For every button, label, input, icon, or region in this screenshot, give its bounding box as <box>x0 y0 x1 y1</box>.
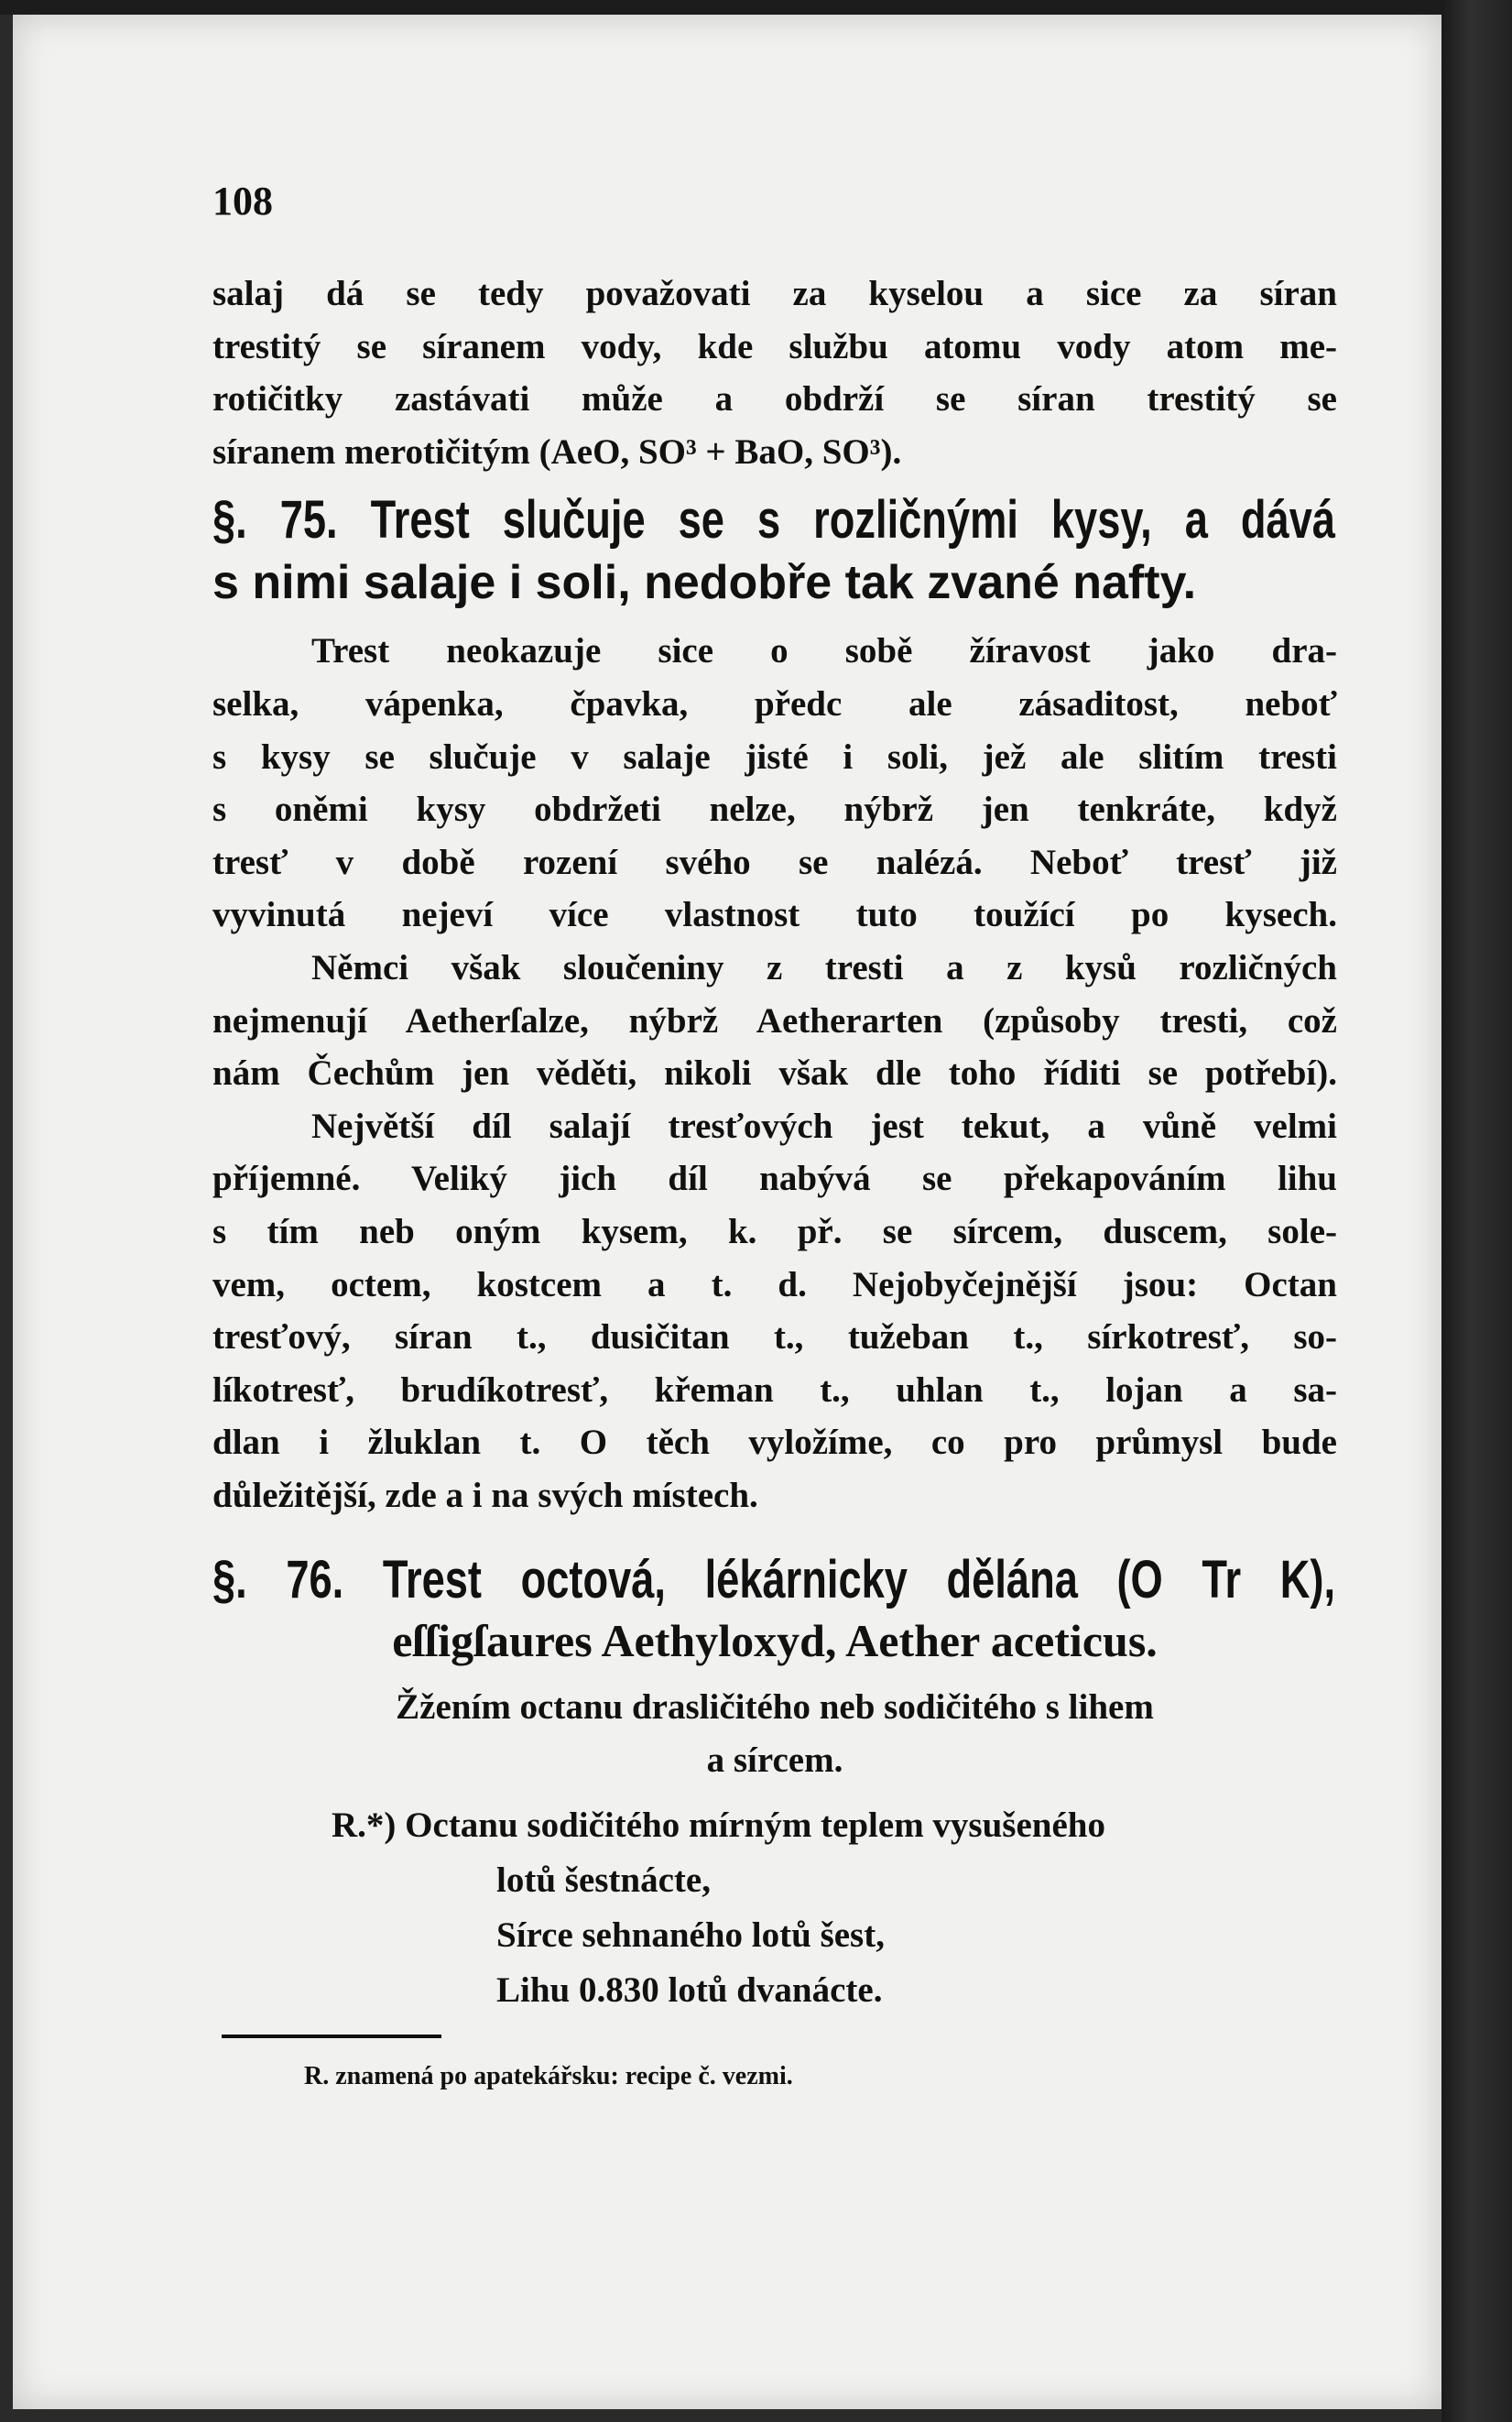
paragraph-line: s tím neb oným kysem, k. př. se sírcem, duscem, sole- <box>212 1211 1337 1251</box>
section-heading-75-cont: s nimi salaje i soli, nedobře tak zvané nafty. <box>212 556 1197 610</box>
paragraph-line: s kysy se slučuje v salaje jisté i soli, jež ale slitím tresti <box>212 736 1337 777</box>
recipe-line: lotů šestnácte, <box>496 1860 711 1900</box>
recipe-line: R.*) Octanu sodičitého mírným teplem vysušeného <box>332 1805 1105 1845</box>
paragraph-line: tresť v době rození svého se nalézá. Neboť tresť již <box>212 842 1337 882</box>
paragraph-line: s oněmi kysy obdržeti nelze, nýbrž jen tenkráte, když <box>212 790 1337 830</box>
paragraph-line: tresťový, síran t., dusičitan t., tužeban t., sírkotresť, so- <box>212 1317 1337 1358</box>
paragraph-line: síranem merotičitým (AeO, SO³ + BaO, SO³). <box>212 431 902 472</box>
paragraph-line: a sírcem. <box>706 1740 843 1781</box>
paragraph-line: důležitější, zde a i na svých místech. <box>212 1475 758 1515</box>
paragraph-line: trestitý se síranem vody, kde službu atomu vody atom me- <box>212 326 1337 366</box>
paragraph-line: salaj dá se tedy považovati za kyselou a sice za síran <box>212 274 1337 313</box>
paragraph-line: Trest neokazuje sice o sobě žíravost jako dra- <box>311 631 1337 671</box>
paragraph-line: Největší díl salají tresťových jest tekut, a vůně velmi <box>311 1106 1337 1146</box>
paragraph-line: vyvinutá nejeví více vlastnost tuto toužící po kysech. <box>212 895 1337 935</box>
paragraph-line: Němci však sloučeniny z tresti a z kysů rozličných <box>311 947 1337 987</box>
section-heading-76-cont: eſſigſaures Aethyloxyd, Aether aceticus. <box>392 1615 1158 1667</box>
paragraph-line: dlan i žluklan t. O těch vyložíme, co pro průmysl bude <box>212 1423 1337 1463</box>
scan-top-edge <box>0 0 1512 15</box>
paragraph-line: selka, vápenka, čpavka, předc ale zásaditost, neboť <box>212 683 1337 724</box>
section-heading-76: §. 76. Trest octová, lékárnicky dělána (O Tr K), <box>212 1550 1336 1610</box>
scan-right-edge <box>1441 0 1512 2422</box>
paragraph-line: rotičitky zastávati může a obdrží se síran trestitý se <box>212 379 1337 420</box>
paragraph-line: Žžením octanu drasličitého neb sodičitého s lihem <box>396 1687 1154 1728</box>
footnote-rule <box>222 2035 441 2038</box>
recipe-line: Sírce sehnaného lotů šest, <box>496 1915 885 1955</box>
paragraph-line: nám Čechům jen věděti, nikoli však dle toho říditi se potřebí). <box>212 1053 1337 1094</box>
paragraph-line: vem, octem, kostcem a t. d. Nejobyčejnější jsou: Octan <box>212 1264 1337 1304</box>
section-heading-75: §. 75. Trest slučuje se s rozličnými kysy, a dává <box>212 490 1336 551</box>
footnote: R. znamená po apatekářsku: recipe č. vezmi. <box>304 2061 793 2090</box>
paragraph-line: líkotresť, brudíkotresť, křeman t., uhlan t., lojan a sa- <box>212 1369 1337 1410</box>
page-text <box>212 174 1337 2095</box>
paragraph-line: příjemné. Veliký jich díl nabývá se překapováním lihu <box>212 1159 1337 1199</box>
page-number: 108 <box>212 179 273 224</box>
paragraph-line: nejmenují Aetherſalze, nýbrž Aetherarten (způsoby tresti, což <box>212 1000 1337 1041</box>
recipe-line: Lihu 0.830 lotů dvanácte. <box>496 1969 883 2010</box>
